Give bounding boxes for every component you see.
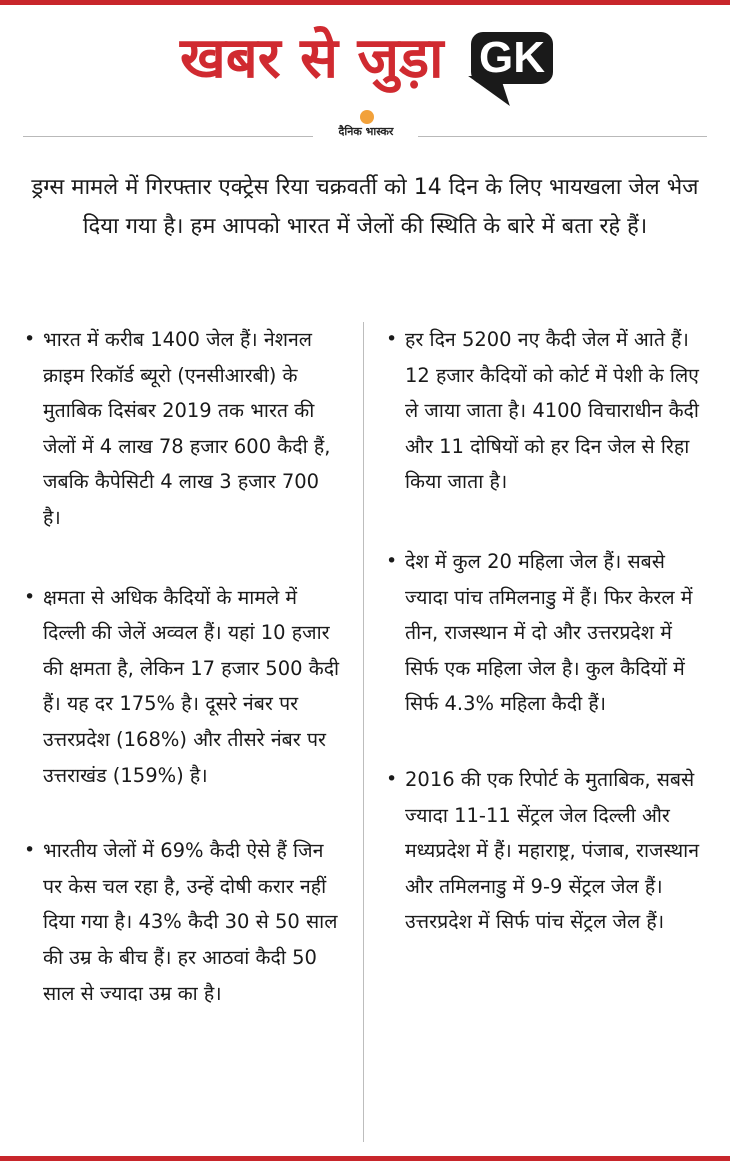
list-item: [22, 322, 342, 536]
list-item: [384, 322, 706, 500]
list-item: [22, 580, 342, 794]
fact-text: भारत में करीब 1400 जेल हैं। नेशनल क्राइम रिकॉर्ड ब्यूरो (एनसीआरबी) के मुताबिक दिसंबर 2019 तक भारत की जेलों में 4 लाख 78 हजार 600 कैदी हैं, जबकि कैपेसिटी 4 लाख 3 हजार 700 है।: [43, 328, 331, 529]
divider-left: [23, 136, 313, 137]
fact-text: 2016 की एक रिपोर्ट के मुताबिक, सबसे ज्यादा 11-11 सेंट्रल जेल दिल्ली और मध्यप्रदेश में हैं। महाराष्ट्र, पंजाब, राजस्थान और तमिलनाडु में 9-9 सेंट्रल जेल हैं। उत्तरप्रदेश में सिर्फ पांच सेंट्रल जेल हैं।: [405, 767, 700, 934]
list-item: [384, 544, 706, 722]
fact-text: क्षमता से अधिक कैदियों के मामले में दिल्ली की जेलें अव्वल हैं। यहां 10 हजार की क्षमता है, लेकिन 17 हजार 500 कैदी हैं। यह दर 175% है। दूसरे नंबर पर उत्तरप्रदेश (168%) और तीसरे नंबर पर उत्तराखंड (159%) है।: [43, 585, 340, 787]
divider-right: [418, 136, 707, 137]
left-fact-list: [22, 322, 342, 1011]
bullet-icon: •: [24, 839, 36, 862]
brand-logo-dot-icon: [360, 110, 374, 124]
bullet-icon: •: [386, 767, 398, 790]
intro-paragraph: ड्रग्स मामले में गिरफ्तार एक्ट्रेस रिया चक्रवर्ती को 14 दिन के लिए भायखला जेल भेज दिया गया है। हम आपको भारत में जेलों की स्थिति के बारे में बता रहे हैं।: [31, 175, 699, 239]
column-divider: [363, 322, 364, 1142]
gk-speech-bubble-icon: [471, 32, 553, 84]
bottom-accent-bar: [0, 1156, 730, 1161]
fact-text: देश में कुल 20 महिला जेल हैं। सबसे ज्यादा पांच तमिलनाडु में हैं। फिर केरल में तीन, राजस्थान में दो और उत्तरप्रदेश में सिर्फ एक महिला जेल है। कुल कैदियों में सिर्फ 4.3% महिला कैदी हैं।: [405, 549, 693, 716]
fact-text: हर दिन 5200 नए कैदी जेल में आते हैं। 12 हजार कैदियों को कोर्ट में पेशी के लिए ले जाया जाता है। 4100 विचाराधीन कैदी और 11 दोषियों को हर दिन जेल से रिहा किया जाता है।: [405, 328, 699, 494]
list-item: [384, 762, 706, 940]
fact-text: भारतीय जेलों में 69% कैदी ऐसे हैं जिन पर केस चल रहा है, उन्हें दोषी करार नहीं दिया गया है। 43% कैदी 30 से 50 साल की उम्र के बीच हैं। हर आठवां कैदी 50 साल से ज्यादा उम्र का है।: [43, 839, 338, 1005]
bullet-icon: •: [24, 328, 36, 350]
bullet-icon: •: [24, 585, 36, 608]
right-fact-list: [384, 322, 706, 940]
top-accent-bar: [0, 0, 730, 5]
bullet-icon: •: [386, 549, 398, 572]
bullet-icon: •: [386, 328, 398, 350]
gk-badge-label: GK: [479, 33, 545, 82]
brand-logo: दैनिक भास्कर: [338, 125, 394, 138]
page-title: खबर से जुड़ा: [180, 26, 444, 91]
list-item: [22, 833, 342, 1011]
